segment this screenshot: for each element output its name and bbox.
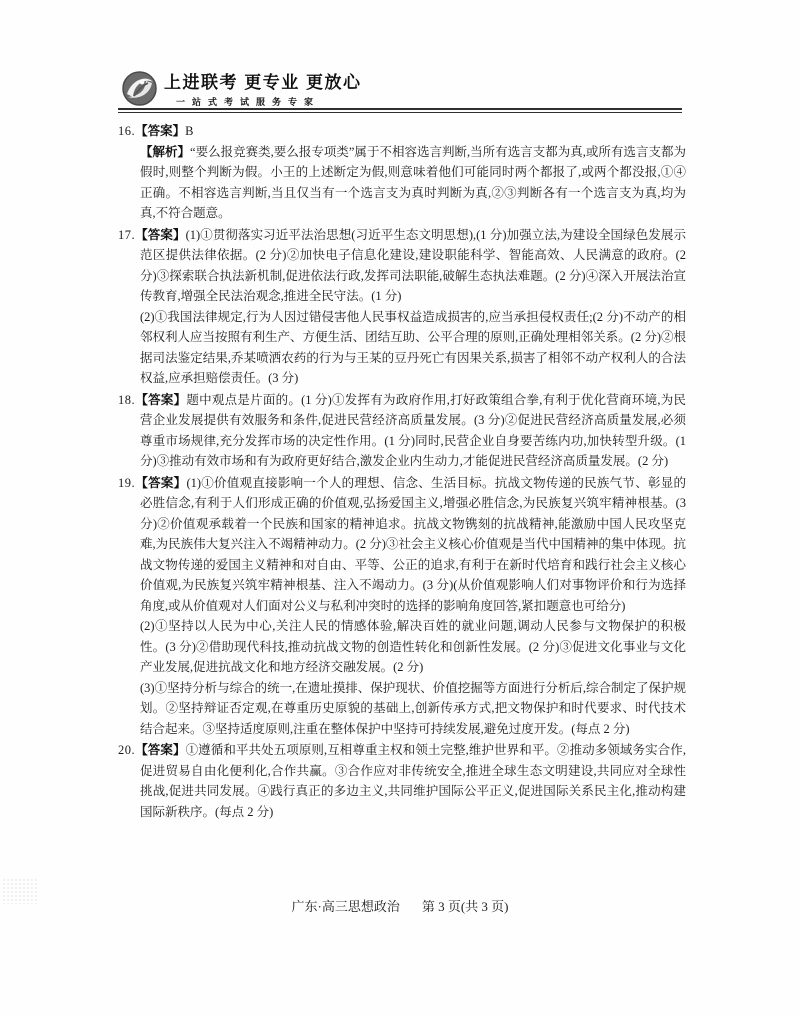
brand-text: [164, 70, 361, 108]
brand-subtitle: 一站式考试服务专家: [176, 97, 321, 107]
answer-line: [118, 225, 686, 307]
page-footer: [0, 896, 800, 915]
brand-logo-icon: [121, 70, 158, 107]
brand-title: 上进联考 更专业 更放心: [164, 73, 362, 92]
answer-label: 【答案】: [135, 124, 186, 138]
footer-subject-label: 广东·高三思想政治: [291, 899, 400, 914]
answer-label: 【答案】: [135, 392, 187, 407]
answer-block-18: [118, 390, 686, 472]
answer-line: [118, 473, 686, 617]
answer-line: [118, 390, 686, 472]
answer-subpart: [140, 307, 686, 389]
brand-header: [121, 70, 361, 108]
answer-text: (2)①我国法律规定,行为人因过错侵害他人民事权益造成损害的,应当承担侵权责任;(2 分)不动产的相邻权利人应当按照有利生产、方便生活、团结互助、公平合理的原则,正确处理相邻关系。(2 分)②根据司法鉴定结果,乔某喷洒农药的行为与王某的豆丹死亡有因果关系,损害了相邻不动产权利人的合法权益,应承担赔偿责任。(3 分): [140, 309, 686, 385]
answer-block-20: [118, 740, 686, 822]
answer-line: [118, 121, 686, 142]
answer-block-17: [118, 225, 686, 389]
answer-text: (3)①坚持分析与综合的统一,在遗址摸排、保护现状、价值挖掘等方面进行分析后,综合制定了保护规划。②坚持辩证否定观,在尊重历史原貌的基础上,创新传承方式,把文物保护和时代要求、时代技术结合起来。③坚持适度原则,注重在整体保护中坚持可持续发展,避免过度开发。(每点 2 分): [140, 680, 686, 736]
answer-label: 【答案】: [135, 743, 186, 757]
header-double-rule: [118, 108, 682, 113]
question-number: 18.: [118, 392, 136, 407]
answer-text: (2)①坚持以人民为中心,关注人民的情感体验,解决百姓的就业问题,调动人民参与文物保护的积极性。(3 分)②借助现代科技,推动抗战文物的创造性转化和创新性发展。(2 分)③促进文化事业与文化产业发展,促进抗战文化和地方经济交融发展。(2 分): [140, 619, 686, 674]
question-number: 16.: [118, 124, 136, 138]
answer-line: [118, 740, 686, 822]
answers-section: [118, 121, 686, 823]
answer-text: 题中观点是片面的。(1 分)①发挥有为政府作用,打好政策组合拳,有利于优化营商环境,为民营企业发展提供有效服务和条件,促进民营经济高质量发展。(3 分)②促进民营经济高质量发展,必须尊重市场规律,充分发挥市场的决定性作用。(1 分)同时,民营企业自身要苦练内功,加快转型升级。(1 分)③推动有效市场和有为政府更好结合,激发企业内生动力,才能促进民营经济高质量发展。(2 分): [140, 392, 686, 468]
answer-subpart: [140, 616, 686, 678]
analysis-line: [140, 142, 686, 224]
answer-label: 【答案】: [135, 475, 187, 490]
analysis-text: “要么报竞赛类,要么报专项类”属于不相容选言判断,当所有选言支都为真,或所有选言支都为假时,则整个判断为假。小王的上述断定为假,则意味着他们可能同时两个都报了,或两个都没报,①④正确。不相容选言判断,当且仅当有一个选言支为真时判断为真,②③判断各有一个选言支为真,均为真,不符合题意。: [140, 144, 686, 220]
answer-block-19: [118, 473, 686, 740]
answer-label: 【答案】: [135, 227, 186, 242]
question-number: 19.: [118, 475, 136, 490]
analysis-label: 【解析】: [140, 144, 191, 159]
answer-text: (1)①贯彻落实习近平法治思想(习近平生态文明思想),(1 分)加强立法,为建设全国绿色发展示范区提供法律依据。(2 分)②加快电子信息化建设,建设职能科学、智能高效、人民满意的政府。(2 分)③探索联合执法新机制,促进依法行政,发挥司法职能,破解生态执法难题。(2 分)④深入开展法治宣传教育,增强全民法治观念,推进全民守法。(1 分): [140, 227, 686, 303]
question-number: 20.: [118, 743, 136, 757]
footer-page-number: 第 3 页(共 3 页): [421, 899, 509, 914]
answer-subpart: [140, 678, 686, 740]
answer-block-16: [118, 121, 686, 224]
answer-text: (1)①价值观直接影响一个人的理想、信念、生活目标。抗战文物传递的民族气节、彰显的必胜信念,有利于人们形成正确的价值观,弘扬爱国主义,增强必胜信念,为民族复兴筑牢精神根基。(3 分)②价值观承载着一个民族和国家的精神追求。抗战文物镌刻的抗战精神,能激励中国人民攻坚克难,为民族伟大复兴注入不竭精神动力。(2 分)③社会主义核心价值观是当代中国精神的集中体现。抗战文物传递的爱国主义精神和对自由、平等、公正的追求,有利于在新时代培育和践行社会主义核心价值观,为民族复兴筑牢精神根基、注入不竭动力。(3 分)(从价值观影响人们对事物评价和行为选择角度,或从价值观对人们面对公义与私利冲突时的选择的影响角度回答,紧扣题意也可给分): [140, 475, 686, 613]
question-number: 17.: [118, 227, 136, 242]
answer-text: B: [185, 124, 194, 138]
answer-text: ①遵循和平共处五项原则,互相尊重主权和领土完整,维护世界和平。②推动多领域务实合作,促进贸易自由化便利化,合作共赢。③合作应对非传统安全,推进全球生态文明建设,共同应对全球性挑战,促进共同发展。④践行真正的多边主义,共同维护国际公平正义,促进国际关系民主化,推动构建国际新秩序。(每点 2 分): [140, 743, 686, 819]
